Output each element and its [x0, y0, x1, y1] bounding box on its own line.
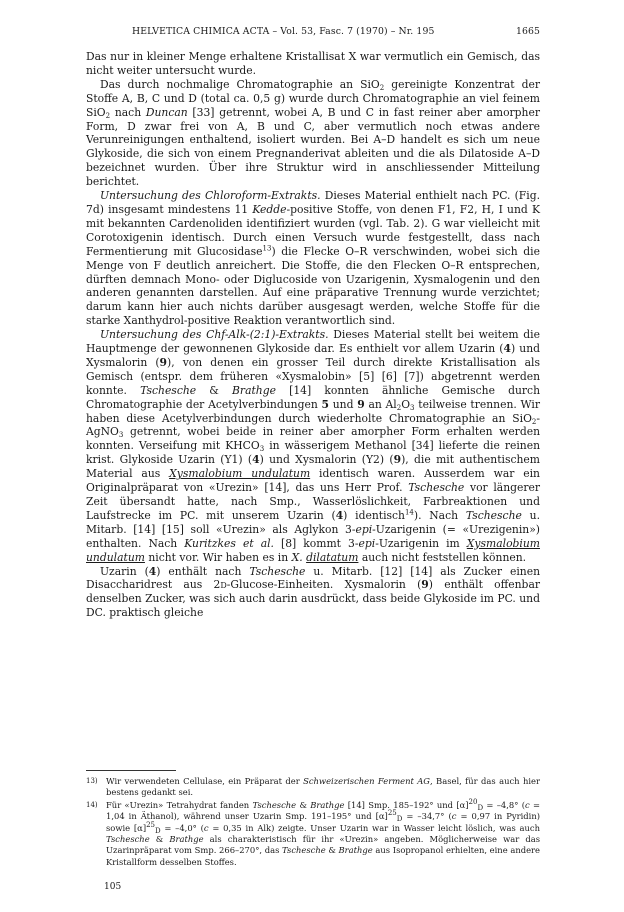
paragraph-1: Das nur in kleiner Menge erhaltene Kristallisat X war vermutlich ein Gemisch, das nicht weiter untersucht wurde.	[86, 50, 540, 77]
footnote-mark: 14)	[86, 800, 98, 809]
footnote-mark: 13)	[86, 777, 98, 785]
footnotes	[86, 776, 540, 869]
footnote	[86, 800, 540, 868]
footnote	[86, 776, 540, 799]
footnote-rule	[86, 770, 176, 771]
paragraph-5: Uzarin (4) enthält nach Tschesche u. Mitarb. [12] [14] als Zucker einen Disaccharidrest aus 2d-Glucose-Einheiten. Xysmalorin (9) enthält offenbar denselben Zucker, was sich auch darin ausdrückt, dass beide Glykoside im PC. und DC. praktisch gleiche	[86, 564, 541, 620]
paragraph-3: Untersuchung des Chloroform-Extrakts. Dieses Material enthielt nach PC. (Fig. 7d) insgesamt mindestens 11 Kedde-positive Stoffe, von denen F1, F2, H, I und K mit bekannten Cardenoliden identifiziert wurden (vgl. Tab. 2). G war vielleicht mit Corotoxigenin identisch. Durch einen Versuch wurde festgestellt, dass nach Fermentierung mit Glucosidase$^{13}$) die Flecke O–R verschwinden, wobei sich die Menge von F deutlich anreichert. Die Stoffe, die den Flecken O–R entsprechen, dürften demnach Mono- oder Diglucoside von Uzarigenin, Xysmalogenin und den anderen genannten darstellen. Auf eine präparative Trennung wurde verzichtet; darum kann hier auch nichts darüber ausgesagt werden, welche Stoffe für die starke Xanthydrol-positive Reaktion verantwortlich sind.	[86, 189, 540, 328]
signature-mark: 105	[104, 882, 122, 892]
footnote-text: Wir verwendeten Cellulase, ein Präparat der Schweizerischen Ferment AG, Basel, für das auch hier bestens gedankt sei.	[106, 776, 540, 798]
footnote-text: Für «Urezin» Tetrahydrat fanden Tschesche & Brathge [14] Smp. 185–192° und $[\alpha]^{20}_D = -4,8^\circ$ (c = 1,04 in Äthanol), während unser Uzarin Smp. 191–195° und $[\alpha]^{25}_D = -34,7^\circ$ (c = 0,97 in Pyridin) sowie $[\alpha]^{25}_D = -4,0^\circ$ (c = 0,35 in Alk) zeigte. Unser Uzarin war in Wasser leicht löslich, was auch Tschesche & Brathge als charakteristisch für ihr «Urezin» angeben. Möglicherweise war das Uzarinpräparat vom Smp. 266–270°, das Tschesche & Brathge aus Isopropanol erhielten, eine andere Kristallform desselben Stoffes.	[106, 798, 541, 867]
page-number: 1665	[515, 26, 540, 37]
journal-title: HELVETICA CHIMICA ACTA – Vol. 53, Fasc. 7 (1970) – Nr. 195	[132, 26, 435, 37]
paragraph-2: Das durch nochmalige Chromatographie an SiO$_2$ gereinigte Konzentrat der Stoffe A, B, C und D (total ca. 0,5 g) wurde durch Chromatographie an viel feinem SiO$_2$ nach Duncan [33] getrennt, wobei A, B und C in fast reiner aber amorpher Form, D zwar frei von A, B und C, aber vermutlich noch etwas andere Verunreinigungen enthaltend, isoliert wurden. Bei A–D handelt es sich um neue Glykoside, die sich von einem Pregnanderivat ableiten und die als Dilatoside A–D bezeichnet wurden. Über ihre Struktur wird in anschliessender Mitteilung berichtet.	[86, 77, 541, 189]
paragraph-4: Untersuchung des Chf-Alk-(2:1)-Extrakts. Dieses Material stellt bei weitem die Hauptmenge der gewonnenen Glykoside dar. Es enthielt vor allem Uzarin (4) und Xysmalorin (9), von denen ein grosser Teil durch direkte Kristallisation als Gemisch (entspr. dem früheren «Xysmalobin» [5] [6] [7]) abgetrennt werden konnte. Tschesche & Brathge [14] konnten ähnliche Gemische durch Chromatographie der Acetylverbindungen 5 und 9 an $Al_2O_3$ teilweise trennen. Wir haben diese Acetylverbindungen durch wiederholte Chromatographie an SiO$_2$-AgNO$_3$ getrennt, wobei beide in reiner aber amorpher Form erhalten werden konnten. Verseifung mit $KHCO_3$ in wässerigem Methanol [34] lieferte die reinen krist. Glykoside Uzarin (Y1) (4) und Xysmalorin (Y2) (9), die mit authentischem Material aus Xysmalobium undulatum identisch waren. Ausserdem war ein Originalpräparat von «Urezin» [14], das uns Herr Prof. Tschesche vor längerer Zeit übersandt hatte, nach Smp., Wasserlöslichkeit, Farbreaktionen und Laufstrecke im PC. mit unserem Uzarin (4) identisch$^{14}$). Nach Tschesche u. Mitarb. [14] [15] soll «Urezin» als Aglykon 3-epi-Uzarigenin (= «Urezigenin») enthalten. Nach Kuritzkes et al. [8] kommt 3-epi-Uzarigenin im Xysmalobium undulatum nicht vor. Wir haben es in X. dilatatum auch nicht feststellen können.	[86, 328, 541, 564]
body-text	[86, 50, 540, 620]
